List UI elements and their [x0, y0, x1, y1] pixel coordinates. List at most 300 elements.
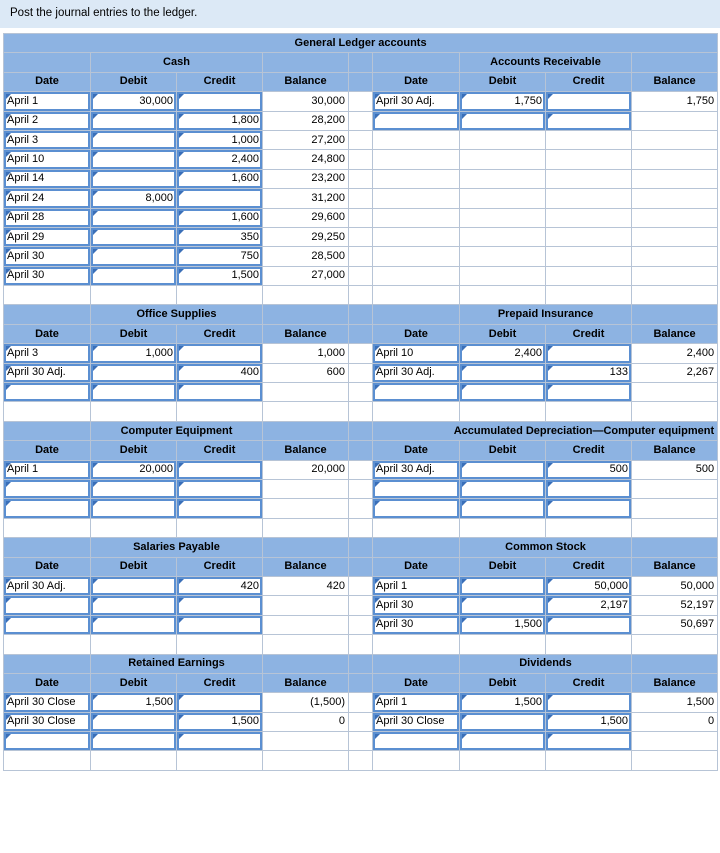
col-header-credit: Credit	[177, 72, 263, 91]
empty-cell	[546, 208, 632, 227]
account-title-accounts_receivable: Accounts Receivable	[460, 53, 632, 72]
separator-cell	[177, 286, 263, 305]
separator-cell	[460, 635, 546, 654]
separator-cell	[632, 751, 718, 770]
separator-cell	[263, 286, 349, 305]
date-input[interactable]: April 1	[4, 460, 91, 479]
balance-value: 50,000	[632, 576, 718, 595]
debit-input[interactable]	[91, 712, 177, 731]
col-header-debit: Debit	[460, 441, 546, 460]
balance-value	[632, 479, 718, 498]
empty-cell	[460, 189, 546, 208]
empty-cell	[460, 169, 546, 188]
debit-input[interactable]	[91, 169, 177, 188]
credit-input[interactable]	[177, 92, 263, 111]
empty-cell	[632, 208, 718, 227]
separator-cell	[349, 635, 373, 654]
credit-input[interactable]	[546, 92, 632, 111]
column-gap	[349, 189, 373, 208]
debit-input[interactable]	[91, 596, 177, 615]
debit-input[interactable]	[460, 363, 546, 382]
debit-input[interactable]: 20,000	[91, 460, 177, 479]
date-input[interactable]: April 30 Adj.	[4, 363, 91, 382]
column-gap	[349, 266, 373, 285]
header-spacer	[632, 654, 718, 673]
date-input[interactable]: April 1	[373, 693, 460, 712]
debit-input[interactable]	[91, 227, 177, 246]
empty-cell	[373, 208, 460, 227]
account-title-common_stock: Common Stock	[460, 538, 632, 557]
empty-cell	[373, 227, 460, 246]
date-input[interactable]: April 30	[4, 247, 91, 266]
separator-cell	[177, 402, 263, 421]
header-spacer	[349, 305, 373, 324]
col-header-credit: Credit	[546, 557, 632, 576]
separator-cell	[91, 402, 177, 421]
debit-input[interactable]	[91, 208, 177, 227]
header-spacer	[263, 305, 349, 324]
col-header-debit: Debit	[91, 72, 177, 91]
account-title-retained_earnings: Retained Earnings	[91, 654, 263, 673]
credit-input[interactable]	[177, 596, 263, 615]
balance-value: 52,197	[632, 596, 718, 615]
date-input[interactable]	[4, 732, 91, 751]
debit-input[interactable]: 1,000	[91, 344, 177, 363]
date-input[interactable]	[373, 499, 460, 518]
credit-input[interactable]	[177, 344, 263, 363]
empty-cell	[460, 266, 546, 285]
date-input[interactable]: April 30	[373, 615, 460, 634]
column-gap	[349, 576, 373, 595]
debit-input[interactable]	[91, 150, 177, 169]
separator-cell	[349, 518, 373, 537]
balance-value	[632, 111, 718, 130]
date-input[interactable]	[373, 111, 460, 130]
credit-input[interactable]: 2,400	[177, 150, 263, 169]
empty-cell	[546, 169, 632, 188]
credit-input[interactable]	[546, 499, 632, 518]
credit-input[interactable]	[546, 615, 632, 634]
separator-cell	[177, 751, 263, 770]
col-header-credit: Credit	[546, 441, 632, 460]
header-spacer	[4, 654, 91, 673]
date-input[interactable]: April 30 Close	[4, 693, 91, 712]
empty-cell	[546, 130, 632, 149]
header-spacer	[632, 53, 718, 72]
col-header-date: Date	[373, 324, 460, 343]
column-gap	[349, 499, 373, 518]
debit-input[interactable]: 1,750	[460, 92, 546, 111]
date-input[interactable]: April 2	[4, 111, 91, 130]
empty-cell	[546, 150, 632, 169]
col-header-date: Date	[373, 673, 460, 692]
credit-input[interactable]	[177, 479, 263, 498]
date-input[interactable]: April 30 Adj.	[4, 576, 91, 595]
date-input[interactable]: April 30	[4, 266, 91, 285]
col-header-date: Date	[4, 441, 91, 460]
separator-cell	[546, 635, 632, 654]
column-gap	[349, 363, 373, 382]
date-input[interactable]: April 10	[373, 344, 460, 363]
col-header-debit: Debit	[91, 557, 177, 576]
column-gap	[349, 596, 373, 615]
balance-value: 29,600	[263, 208, 349, 227]
separator-cell	[263, 518, 349, 537]
balance-value: 28,500	[263, 247, 349, 266]
col-header-date: Date	[373, 72, 460, 91]
separator-cell	[632, 518, 718, 537]
credit-input[interactable]: 1,500	[177, 266, 263, 285]
balance-value	[632, 499, 718, 518]
debit-input[interactable]	[91, 383, 177, 402]
column-gap	[349, 150, 373, 169]
debit-input[interactable]	[91, 111, 177, 130]
debit-input[interactable]	[91, 130, 177, 149]
separator-cell	[263, 751, 349, 770]
col-header-balance: Balance	[632, 557, 718, 576]
col-header-balance: Balance	[632, 673, 718, 692]
empty-cell	[373, 169, 460, 188]
date-input[interactable]: April 28	[4, 208, 91, 227]
col-header-date: Date	[4, 72, 91, 91]
credit-input[interactable]: 1,000	[177, 130, 263, 149]
debit-input[interactable]	[460, 460, 546, 479]
credit-input[interactable]: 400	[177, 363, 263, 382]
col-header-credit: Credit	[177, 673, 263, 692]
separator-cell	[632, 635, 718, 654]
date-input[interactable]	[373, 383, 460, 402]
empty-cell	[632, 247, 718, 266]
header-spacer	[632, 538, 718, 557]
empty-cell	[373, 189, 460, 208]
credit-input[interactable]	[177, 732, 263, 751]
empty-cell	[546, 227, 632, 246]
date-input[interactable]: April 24	[4, 189, 91, 208]
credit-input[interactable]: 1,600	[177, 169, 263, 188]
column-gap	[349, 247, 373, 266]
header-spacer	[373, 305, 460, 324]
date-input[interactable]: April 3	[4, 344, 91, 363]
debit-input[interactable]	[460, 499, 546, 518]
date-input[interactable]: April 30 Adj.	[373, 363, 460, 382]
header-spacer	[373, 654, 460, 673]
balance-value: 420	[263, 576, 349, 595]
header-spacer	[349, 421, 373, 440]
column-gap	[349, 130, 373, 149]
col-header-date: Date	[4, 324, 91, 343]
date-input[interactable]: April 10	[4, 150, 91, 169]
empty-cell	[632, 227, 718, 246]
debit-input[interactable]	[460, 111, 546, 130]
credit-input[interactable]: 420	[177, 576, 263, 595]
col-header-debit: Debit	[460, 324, 546, 343]
header-spacer	[263, 421, 349, 440]
balance-value	[263, 479, 349, 498]
header-spacer	[349, 654, 373, 673]
col-header-debit: Debit	[91, 673, 177, 692]
balance-value	[263, 499, 349, 518]
separator-cell	[91, 635, 177, 654]
date-input[interactable]	[373, 732, 460, 751]
column-gap	[349, 460, 373, 479]
col-header-credit: Credit	[177, 441, 263, 460]
general-ledger-table	[3, 33, 718, 771]
balance-value: (1,500)	[263, 693, 349, 712]
column-gap	[349, 712, 373, 731]
credit-input[interactable]: 2,197	[546, 596, 632, 615]
separator-cell	[373, 286, 460, 305]
empty-cell	[460, 227, 546, 246]
header-spacer	[349, 72, 373, 91]
credit-input[interactable]	[177, 189, 263, 208]
balance-value: 2,267	[632, 363, 718, 382]
empty-cell	[632, 169, 718, 188]
col-header-debit: Debit	[460, 557, 546, 576]
credit-input[interactable]: 500	[546, 460, 632, 479]
debit-input[interactable]	[91, 363, 177, 382]
separator-cell	[460, 286, 546, 305]
date-input[interactable]: April 29	[4, 227, 91, 246]
date-input[interactable]: April 1	[4, 92, 91, 111]
account-title-prepaid_insurance: Prepaid Insurance	[460, 305, 632, 324]
date-input[interactable]: April 1	[373, 576, 460, 595]
balance-value: 30,000	[263, 92, 349, 111]
debit-input[interactable]	[460, 576, 546, 595]
debit-input[interactable]	[460, 383, 546, 402]
empty-cell	[546, 266, 632, 285]
debit-input[interactable]	[91, 266, 177, 285]
instruction-text: Post the journal entries to the ledger.	[10, 7, 198, 19]
date-input[interactable]: April 30 Close	[4, 712, 91, 731]
credit-input[interactable]	[177, 693, 263, 712]
col-header-balance: Balance	[263, 324, 349, 343]
empty-cell	[632, 266, 718, 285]
header-spacer	[373, 53, 460, 72]
debit-input[interactable]: 1,500	[91, 693, 177, 712]
header-spacer	[263, 53, 349, 72]
separator-cell	[91, 286, 177, 305]
separator-cell	[349, 286, 373, 305]
empty-cell	[632, 130, 718, 149]
col-header-balance: Balance	[632, 441, 718, 460]
header-spacer	[263, 538, 349, 557]
account-title-cash: Cash	[91, 53, 263, 72]
debit-input[interactable]: 1,500	[460, 615, 546, 634]
balance-value: 1,000	[263, 344, 349, 363]
col-header-credit: Credit	[177, 324, 263, 343]
debit-input[interactable]	[460, 479, 546, 498]
debit-input[interactable]	[91, 576, 177, 595]
empty-cell	[373, 150, 460, 169]
col-header-debit: Debit	[460, 673, 546, 692]
empty-cell	[373, 247, 460, 266]
date-input[interactable]: April 30	[373, 596, 460, 615]
empty-cell	[632, 189, 718, 208]
credit-input[interactable]	[546, 344, 632, 363]
separator-cell	[4, 402, 91, 421]
header-spacer	[632, 305, 718, 324]
separator-cell	[349, 751, 373, 770]
credit-input[interactable]	[546, 383, 632, 402]
col-header-balance: Balance	[263, 441, 349, 460]
instruction-bar	[0, 0, 720, 28]
balance-value	[632, 383, 718, 402]
balance-value: 600	[263, 363, 349, 382]
column-gap	[349, 732, 373, 751]
debit-input[interactable]	[460, 712, 546, 731]
debit-input[interactable]: 1,500	[460, 693, 546, 712]
column-gap	[349, 169, 373, 188]
balance-value: 24,800	[263, 150, 349, 169]
header-spacer	[263, 654, 349, 673]
col-header-balance: Balance	[632, 324, 718, 343]
debit-input[interactable]	[91, 732, 177, 751]
debit-input[interactable]: 8,000	[91, 189, 177, 208]
separator-cell	[4, 751, 91, 770]
header-spacer	[349, 538, 373, 557]
balance-value: 31,200	[263, 189, 349, 208]
col-header-date: Date	[4, 557, 91, 576]
date-input[interactable]	[4, 499, 91, 518]
balance-value: 28,200	[263, 111, 349, 130]
col-header-credit: Credit	[546, 324, 632, 343]
balance-value: 20,000	[263, 460, 349, 479]
column-gap	[349, 92, 373, 111]
balance-value: 2,400	[632, 344, 718, 363]
col-header-credit: Credit	[546, 72, 632, 91]
date-input[interactable]: April 30 Close	[373, 712, 460, 731]
col-header-date: Date	[373, 441, 460, 460]
balance-value: 0	[632, 712, 718, 731]
debit-input[interactable]	[460, 596, 546, 615]
separator-cell	[546, 402, 632, 421]
ledger-title: General Ledger accounts	[4, 34, 718, 53]
column-gap	[349, 693, 373, 712]
col-header-debit: Debit	[460, 72, 546, 91]
date-input[interactable]: April 30 Adj.	[373, 460, 460, 479]
balance-value: 500	[632, 460, 718, 479]
balance-value	[263, 596, 349, 615]
column-gap	[349, 479, 373, 498]
credit-input[interactable]: 1,500	[177, 712, 263, 731]
header-spacer	[4, 305, 91, 324]
header-spacer	[349, 324, 373, 343]
column-gap	[349, 227, 373, 246]
balance-value: 1,750	[632, 92, 718, 111]
debit-input[interactable]: 2,400	[460, 344, 546, 363]
debit-input[interactable]	[460, 732, 546, 751]
credit-input[interactable]: 50,000	[546, 576, 632, 595]
col-header-balance: Balance	[263, 72, 349, 91]
date-input[interactable]	[4, 479, 91, 498]
separator-cell	[373, 751, 460, 770]
separator-cell	[460, 402, 546, 421]
column-gap	[349, 383, 373, 402]
credit-input[interactable]: 1,600	[177, 208, 263, 227]
empty-cell	[460, 247, 546, 266]
debit-input[interactable]	[91, 247, 177, 266]
column-gap	[349, 615, 373, 634]
header-spacer	[373, 538, 460, 557]
credit-input[interactable]: 350	[177, 227, 263, 246]
balance-value: 1,500	[632, 693, 718, 712]
credit-input[interactable]	[546, 111, 632, 130]
header-spacer	[4, 421, 91, 440]
date-input[interactable]	[4, 615, 91, 634]
date-input[interactable]	[4, 596, 91, 615]
debit-input[interactable]	[91, 615, 177, 634]
debit-input[interactable]	[91, 499, 177, 518]
separator-cell	[546, 751, 632, 770]
credit-input[interactable]	[177, 383, 263, 402]
empty-cell	[546, 189, 632, 208]
date-input[interactable]	[373, 479, 460, 498]
separator-cell	[460, 751, 546, 770]
separator-cell	[177, 635, 263, 654]
date-input[interactable]: April 30 Adj.	[373, 92, 460, 111]
col-header-balance: Balance	[263, 673, 349, 692]
balance-value: 27,200	[263, 130, 349, 149]
balance-value	[632, 732, 718, 751]
debit-input[interactable]: 30,000	[91, 92, 177, 111]
balance-value: 0	[263, 712, 349, 731]
date-input[interactable]	[4, 383, 91, 402]
balance-value: 23,200	[263, 169, 349, 188]
col-header-credit: Credit	[177, 557, 263, 576]
separator-cell	[91, 751, 177, 770]
date-input[interactable]: April 14	[4, 169, 91, 188]
balance-value	[263, 383, 349, 402]
separator-cell	[546, 286, 632, 305]
debit-input[interactable]	[91, 479, 177, 498]
credit-input[interactable]	[546, 479, 632, 498]
empty-cell	[632, 150, 718, 169]
separator-cell	[177, 518, 263, 537]
credit-input[interactable]: 133	[546, 363, 632, 382]
col-header-debit: Debit	[91, 324, 177, 343]
empty-cell	[373, 266, 460, 285]
credit-input[interactable]: 750	[177, 247, 263, 266]
empty-cell	[460, 150, 546, 169]
col-header-credit: Credit	[546, 673, 632, 692]
account-title-office_supplies: Office Supplies	[91, 305, 263, 324]
account-title-salaries_payable: Salaries Payable	[91, 538, 263, 557]
column-gap	[349, 344, 373, 363]
header-spacer	[349, 441, 373, 460]
separator-cell	[4, 635, 91, 654]
account-title-dividends: Dividends	[460, 654, 632, 673]
separator-cell	[263, 635, 349, 654]
empty-cell	[546, 247, 632, 266]
credit-input[interactable]: 1,500	[546, 712, 632, 731]
credit-input[interactable]	[177, 499, 263, 518]
balance-value: 50,697	[632, 615, 718, 634]
credit-input[interactable]	[546, 693, 632, 712]
col-header-balance: Balance	[263, 557, 349, 576]
separator-cell	[4, 518, 91, 537]
empty-cell	[460, 130, 546, 149]
separator-cell	[373, 635, 460, 654]
credit-input[interactable]	[177, 460, 263, 479]
column-gap	[349, 208, 373, 227]
balance-value: 27,000	[263, 266, 349, 285]
separator-cell	[546, 518, 632, 537]
date-input[interactable]: April 3	[4, 130, 91, 149]
credit-input[interactable]	[546, 732, 632, 751]
credit-input[interactable]: 1,800	[177, 111, 263, 130]
separator-cell	[4, 286, 91, 305]
credit-input[interactable]	[177, 615, 263, 634]
